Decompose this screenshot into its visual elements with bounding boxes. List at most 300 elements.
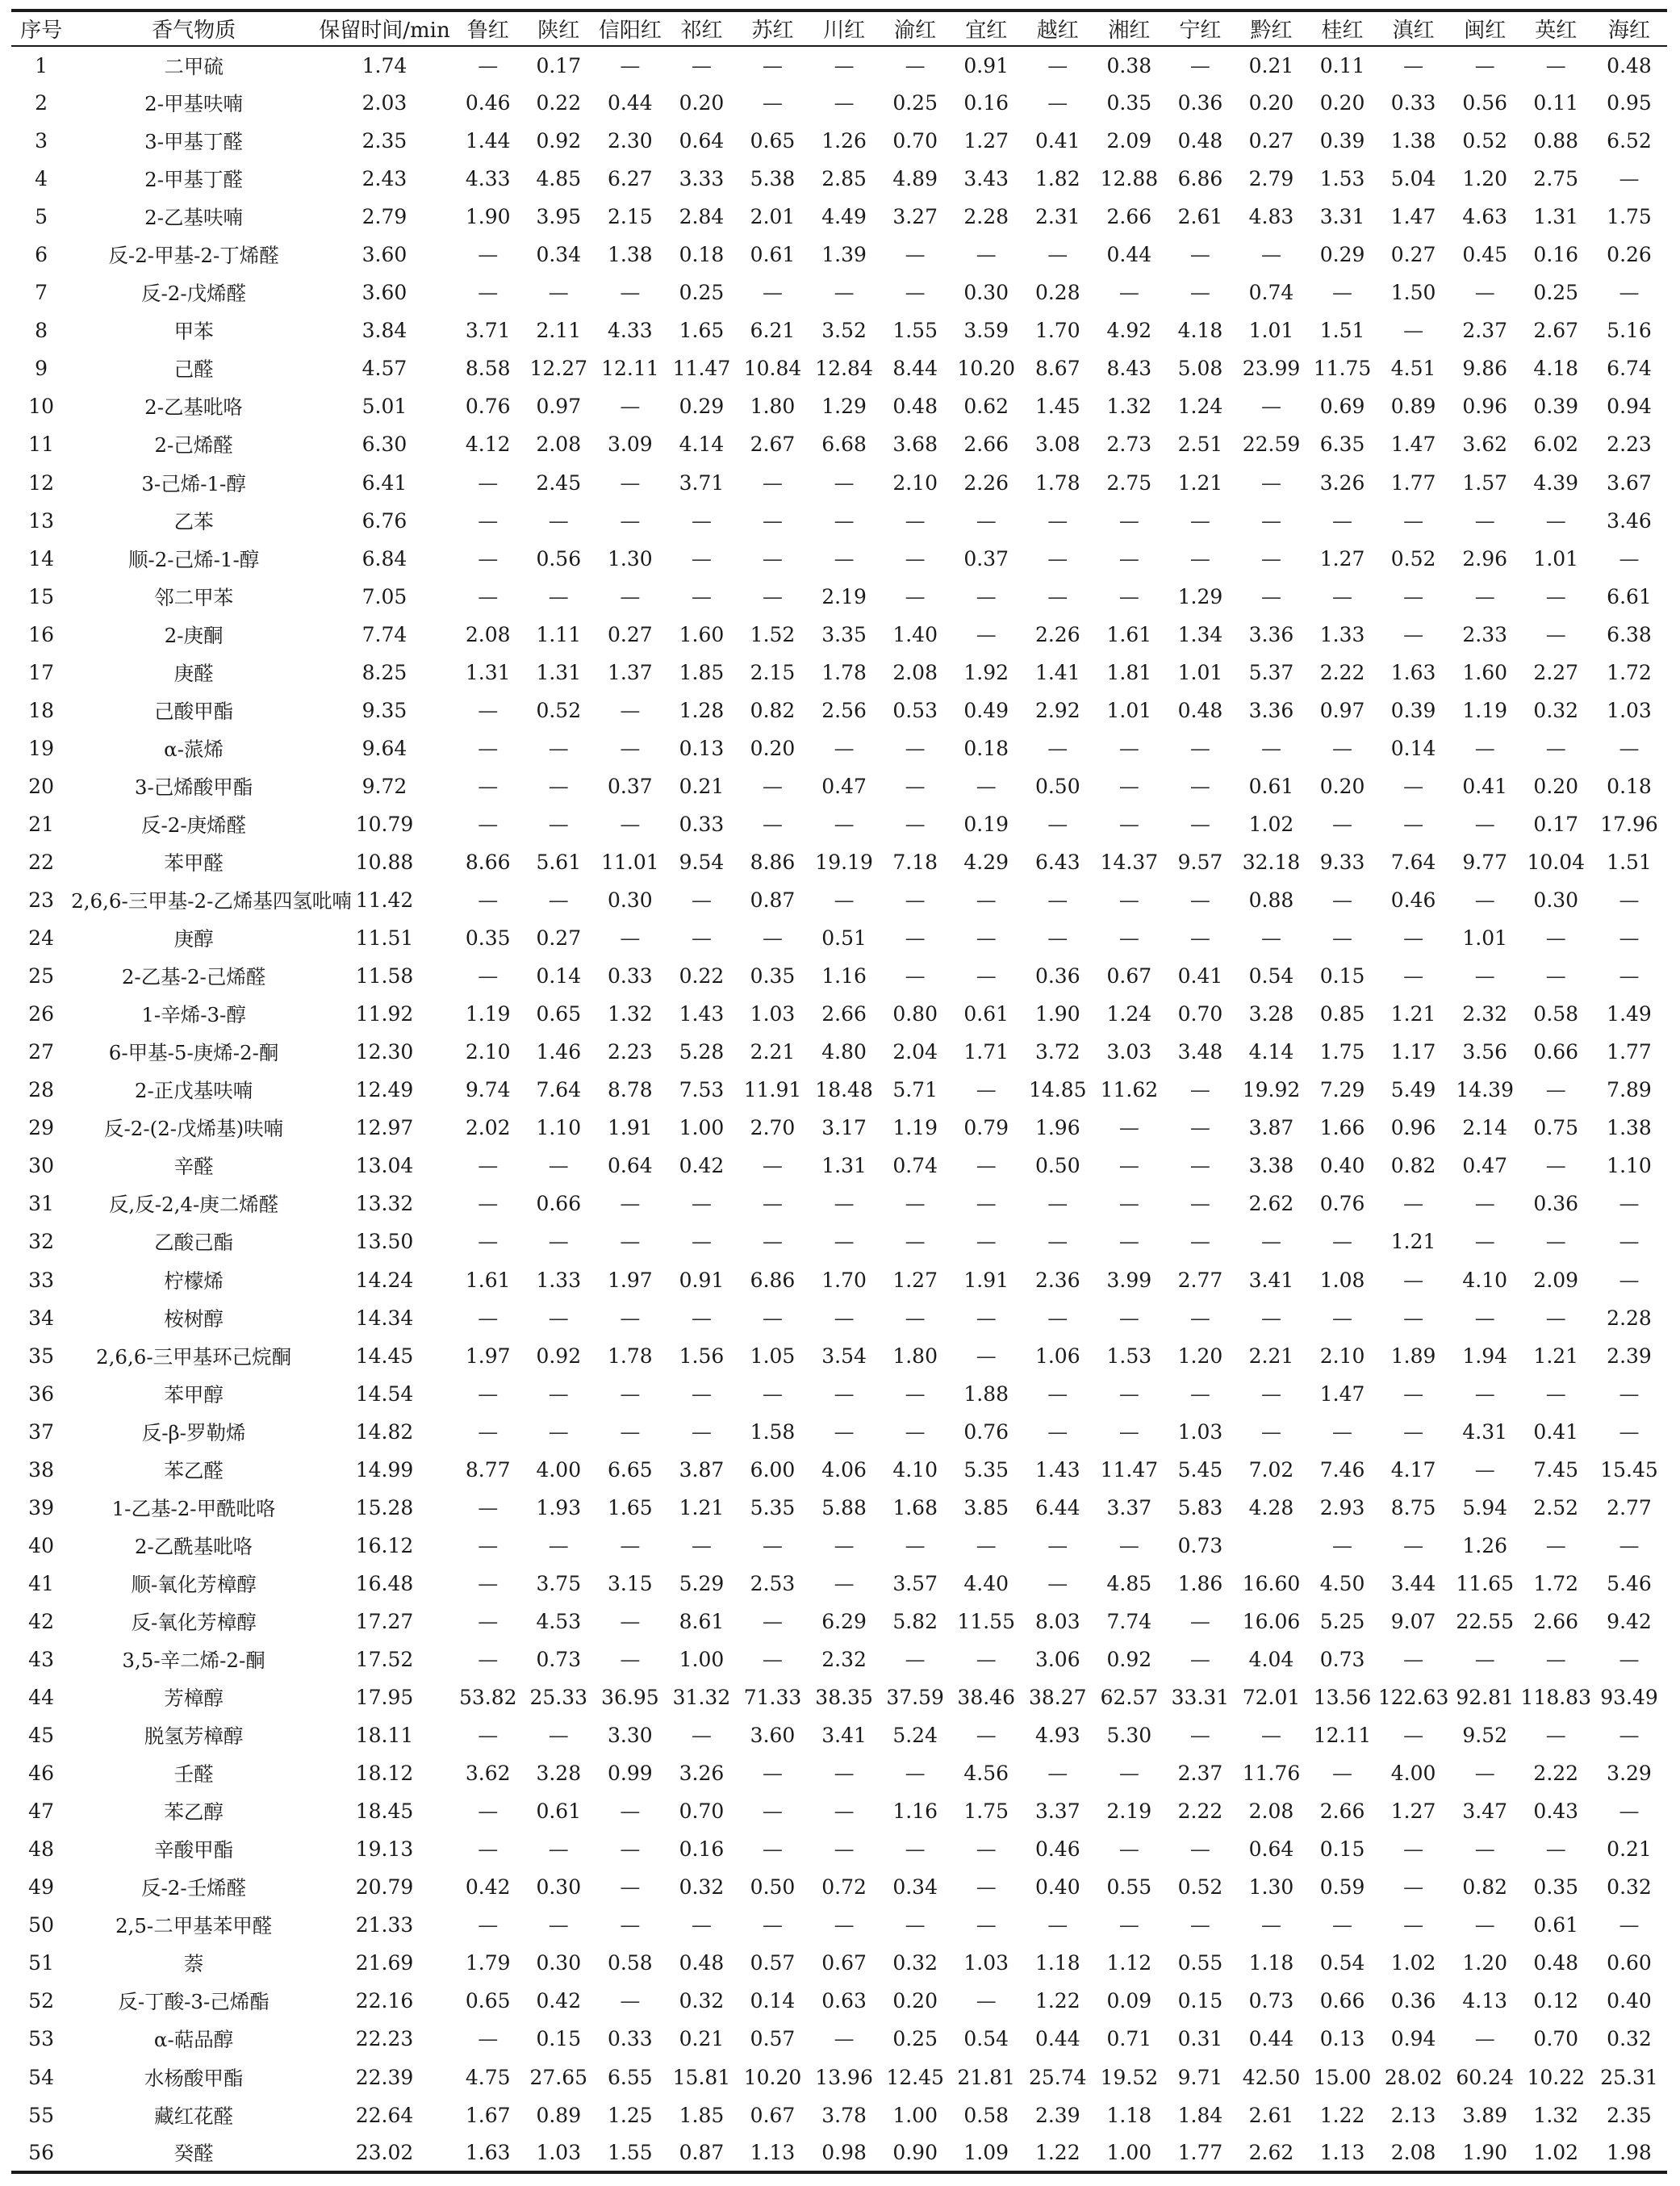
value-cell: 7.64 xyxy=(1390,851,1436,874)
compound-name-cell: 乙苯 xyxy=(173,509,214,533)
value-cell: 1.03 xyxy=(536,2140,582,2164)
retention-time-cell: 15.28 xyxy=(355,1495,414,1519)
value-cell: — xyxy=(478,812,499,836)
value-cell: — xyxy=(691,1913,712,1937)
value-cell: 9.33 xyxy=(1319,851,1365,874)
value-cell: — xyxy=(1545,736,1566,760)
retention-time-cell: 7.05 xyxy=(361,584,407,608)
retention-time-cell: 2.03 xyxy=(361,91,407,115)
value-cell: 2.15 xyxy=(750,660,796,684)
value-cell: — xyxy=(1332,508,1353,533)
value-cell: 0.27 xyxy=(536,926,582,951)
value-cell: 0.30 xyxy=(536,1951,582,1975)
value-cell: 1.30 xyxy=(608,546,653,571)
value-cell: — xyxy=(1332,1762,1353,1786)
value-cell: — xyxy=(1118,812,1139,836)
value-cell: — xyxy=(905,508,926,533)
value-cell: 10.20 xyxy=(957,357,1015,381)
table-row xyxy=(11,1413,1667,1451)
value-cell: — xyxy=(1047,243,1068,267)
value-cell: — xyxy=(1118,1154,1139,1178)
value-cell: — xyxy=(763,1609,783,1633)
value-cell: — xyxy=(905,964,926,989)
index-cell: 28 xyxy=(28,1078,54,1102)
value-cell: — xyxy=(1118,546,1139,571)
value-cell: 0.71 xyxy=(1106,2027,1152,2051)
value-cell: 1.10 xyxy=(536,1116,582,1140)
value-cell: — xyxy=(1332,281,1353,305)
value-cell: 0.80 xyxy=(892,1002,938,1026)
value-cell: 1.41 xyxy=(1034,660,1080,684)
value-cell: 2.22 xyxy=(1533,1762,1579,1786)
value-cell: 11.91 xyxy=(743,1078,802,1102)
compound-name-cell: 萘 xyxy=(183,1952,204,1976)
index-cell: 10 xyxy=(28,395,54,419)
value-cell: 0.44 xyxy=(608,91,653,115)
table-row xyxy=(11,1375,1667,1413)
value-cell: — xyxy=(1189,243,1210,267)
index-cell: 30 xyxy=(28,1154,54,1178)
value-cell: 9.52 xyxy=(1462,1724,1508,1748)
value-cell: 7.64 xyxy=(536,1078,582,1102)
retention-time-cell: 12.30 xyxy=(355,1040,414,1064)
column-header: 宜红 xyxy=(965,19,1008,43)
index-cell: 36 xyxy=(28,1381,54,1406)
value-cell: 0.73 xyxy=(1248,1989,1294,2013)
value-cell: 0.75 xyxy=(1533,1116,1579,1140)
value-cell: — xyxy=(763,1192,783,1216)
value-cell: 0.14 xyxy=(1390,736,1436,760)
value-cell: 9.71 xyxy=(1177,2065,1223,2089)
column-header: 渝红 xyxy=(894,19,937,43)
value-cell: 0.63 xyxy=(821,1989,867,2013)
value-cell: — xyxy=(1545,1533,1566,1557)
value-cell: 1.85 xyxy=(679,660,725,684)
value-cell: 0.18 xyxy=(679,243,725,267)
value-cell: — xyxy=(834,470,855,495)
value-cell: 5.71 xyxy=(892,1078,938,1102)
value-cell: 0.25 xyxy=(892,2027,938,2051)
value-cell: 60.24 xyxy=(1456,2065,1514,2089)
value-cell: 13.96 xyxy=(815,2065,873,2089)
value-cell: 33.31 xyxy=(1171,1686,1230,1710)
value-cell: 1.66 xyxy=(1319,1116,1365,1140)
value-cell: — xyxy=(1545,1230,1566,1254)
value-cell: — xyxy=(976,1230,997,1254)
value-cell: 5.35 xyxy=(750,1495,796,1519)
value-cell: 1.27 xyxy=(1319,546,1365,571)
value-cell: 0.32 xyxy=(1607,2027,1652,2051)
value-cell: — xyxy=(1332,926,1353,951)
value-cell: 6.68 xyxy=(821,433,867,457)
table-row xyxy=(11,502,1667,540)
value-cell: 0.29 xyxy=(679,395,725,419)
value-cell: 1.49 xyxy=(1607,1002,1652,1026)
value-cell: 8.61 xyxy=(679,1609,725,1633)
value-cell: 0.48 xyxy=(892,395,938,419)
value-cell: — xyxy=(620,281,641,305)
value-cell: — xyxy=(548,812,569,836)
value-cell: 1.21 xyxy=(1390,1002,1436,1026)
value-cell: 1.16 xyxy=(892,1799,938,1824)
value-cell: — xyxy=(478,1609,499,1633)
value-cell: 10.04 xyxy=(1527,851,1586,874)
value-cell: 1.01 xyxy=(1533,546,1579,571)
value-cell: 0.61 xyxy=(963,1002,1009,1026)
value-cell: 23.99 xyxy=(1242,357,1301,381)
value-cell: 0.31 xyxy=(1177,2027,1223,2051)
value-cell: — xyxy=(1047,508,1068,533)
value-cell: — xyxy=(1118,1837,1139,1862)
index-cell: 44 xyxy=(28,1686,54,1710)
value-cell: — xyxy=(1047,584,1068,608)
value-cell: — xyxy=(1403,1533,1424,1557)
value-cell: 0.20 xyxy=(892,1989,938,2013)
value-cell: — xyxy=(1189,926,1210,951)
value-cell: 14.37 xyxy=(1100,851,1159,874)
value-cell: — xyxy=(548,774,569,798)
value-cell: 4.12 xyxy=(465,433,511,457)
value-cell: — xyxy=(976,584,997,608)
value-cell: — xyxy=(1047,1192,1068,1216)
value-cell: — xyxy=(905,1381,926,1406)
value-cell: — xyxy=(548,584,569,608)
table-row xyxy=(11,2020,1667,2058)
value-cell: 1.80 xyxy=(892,1344,938,1368)
value-cell: 0.33 xyxy=(608,2027,653,2051)
index-cell: 8 xyxy=(35,319,48,343)
value-cell: 2.36 xyxy=(1034,1268,1080,1292)
value-cell: — xyxy=(620,395,641,419)
value-cell: — xyxy=(478,53,499,77)
value-cell: — xyxy=(763,546,783,571)
column-header: 祁红 xyxy=(680,19,723,43)
value-cell: — xyxy=(478,1571,499,1595)
value-cell: 6.52 xyxy=(1607,129,1652,153)
table-row xyxy=(11,1451,1667,1489)
value-cell: — xyxy=(691,1306,712,1330)
value-cell: 0.50 xyxy=(1034,774,1080,798)
value-cell: 0.18 xyxy=(1607,774,1652,798)
value-cell: 7.18 xyxy=(892,851,938,874)
value-cell: 2.26 xyxy=(963,470,1009,495)
value-cell: 8.86 xyxy=(750,851,796,874)
value-cell: 6.29 xyxy=(821,1609,867,1633)
value-cell: — xyxy=(548,1230,569,1254)
value-cell: 9.42 xyxy=(1607,1609,1652,1633)
value-cell: — xyxy=(1047,1230,1068,1254)
value-cell: 3.26 xyxy=(679,1762,725,1786)
value-cell: 1.47 xyxy=(1390,433,1436,457)
retention-time-cell: 5.01 xyxy=(361,395,407,419)
retention-time-cell: 16.48 xyxy=(355,1571,414,1595)
value-cell: 0.58 xyxy=(608,1951,653,1975)
value-cell: 2.93 xyxy=(1319,1495,1365,1519)
value-cell: 1.01 xyxy=(1177,660,1223,684)
value-cell: 4.00 xyxy=(536,1457,582,1482)
value-cell: — xyxy=(834,1571,855,1595)
value-cell: 0.66 xyxy=(1319,1989,1365,2013)
value-cell: 12.11 xyxy=(601,357,659,381)
value-cell: 4.28 xyxy=(1248,1495,1294,1519)
value-cell: — xyxy=(1545,1381,1566,1406)
value-cell: 4.80 xyxy=(821,1040,867,1064)
value-cell: 1.28 xyxy=(679,698,725,722)
value-cell: — xyxy=(1189,1381,1210,1406)
value-cell: 0.25 xyxy=(679,281,725,305)
value-cell: 1.43 xyxy=(1034,1457,1080,1482)
table-row xyxy=(11,1754,1667,1792)
value-cell: 2.13 xyxy=(1390,2103,1436,2127)
value-cell: 2.53 xyxy=(750,1571,796,1595)
value-cell: 1.01 xyxy=(1462,926,1508,951)
table-row xyxy=(11,1489,1667,1527)
value-cell: 0.92 xyxy=(1106,1647,1152,1671)
value-cell: 5.08 xyxy=(1177,357,1223,381)
value-cell: 2.08 xyxy=(1248,1799,1294,1824)
value-cell: 1.75 xyxy=(963,1799,1009,1824)
value-cell: 2.84 xyxy=(679,205,725,229)
value-cell: 1.24 xyxy=(1106,1002,1152,1026)
value-cell: 1.91 xyxy=(963,1268,1009,1292)
value-cell: — xyxy=(620,1533,641,1557)
value-cell: 0.76 xyxy=(1319,1192,1365,1216)
value-cell: 0.20 xyxy=(679,91,725,115)
value-cell: 0.33 xyxy=(1390,91,1436,115)
compound-name-cell: 反-2-庚烯醛 xyxy=(141,813,247,837)
value-cell: — xyxy=(1260,1419,1281,1444)
value-cell: — xyxy=(834,812,855,836)
value-cell: 9.77 xyxy=(1462,851,1508,874)
value-cell: 0.64 xyxy=(1248,1837,1294,1862)
value-cell: 0.41 xyxy=(1462,774,1508,798)
value-cell: 2.62 xyxy=(1248,1192,1294,1216)
value-cell: 0.32 xyxy=(679,1989,725,2013)
value-cell: — xyxy=(1118,1192,1139,1216)
table-row xyxy=(11,654,1667,692)
value-cell: — xyxy=(1118,508,1139,533)
value-cell: 0.66 xyxy=(1533,1040,1579,1064)
value-cell: 2.67 xyxy=(1533,319,1579,343)
value-cell: 1.53 xyxy=(1106,1344,1152,1368)
table-row xyxy=(11,1033,1667,1071)
value-cell: — xyxy=(1403,926,1424,951)
value-cell: — xyxy=(1619,1799,1640,1824)
index-cell: 43 xyxy=(28,1647,54,1671)
value-cell: — xyxy=(1403,1192,1424,1216)
value-cell: 6.55 xyxy=(608,2065,653,2089)
value-cell: 0.35 xyxy=(750,964,796,989)
value-cell: — xyxy=(1189,508,1210,533)
value-cell: — xyxy=(976,1989,997,2013)
value-cell: — xyxy=(976,964,997,989)
value-cell: 0.48 xyxy=(1177,129,1223,153)
value-cell: 37.59 xyxy=(886,1686,944,1710)
value-cell: — xyxy=(1047,812,1068,836)
value-cell: 42.50 xyxy=(1242,2065,1301,2089)
value-cell: 4.85 xyxy=(536,167,582,191)
table-row xyxy=(11,425,1667,463)
value-cell: 0.92 xyxy=(536,1344,582,1368)
value-cell: — xyxy=(905,736,926,760)
value-cell: 0.44 xyxy=(1248,2027,1294,2051)
retention-time-cell: 7.74 xyxy=(361,622,407,646)
index-cell: 3 xyxy=(35,129,48,153)
index-cell: 39 xyxy=(28,1495,54,1519)
value-cell: 7.53 xyxy=(679,1078,725,1102)
table-row xyxy=(11,274,1667,311)
value-cell: 1.21 xyxy=(679,1495,725,1519)
table-row xyxy=(11,1109,1667,1147)
value-cell: 19.92 xyxy=(1242,1078,1301,1102)
value-cell: 2.08 xyxy=(465,622,511,646)
value-cell: — xyxy=(478,698,499,722)
value-cell: — xyxy=(478,1306,499,1330)
value-cell: 38.46 xyxy=(957,1686,1015,1710)
value-cell: 2.10 xyxy=(465,1040,511,1064)
value-cell: 4.10 xyxy=(1462,1268,1508,1292)
value-cell: 0.22 xyxy=(536,91,582,115)
index-cell: 9 xyxy=(35,357,48,381)
value-cell: 8.66 xyxy=(465,851,511,874)
value-cell: 2.66 xyxy=(1319,1799,1365,1824)
index-cell: 16 xyxy=(28,622,54,646)
value-cell: 25.74 xyxy=(1029,2065,1087,2089)
value-cell: 0.96 xyxy=(1390,1116,1436,1140)
compound-name-cell: 反-2-甲基-2-丁烯醛 xyxy=(108,244,279,268)
value-cell: 0.95 xyxy=(1607,91,1652,115)
value-cell: 1.90 xyxy=(465,205,511,229)
value-cell: 3.08 xyxy=(1034,433,1080,457)
value-cell: — xyxy=(620,1419,641,1444)
value-cell: 8.44 xyxy=(892,357,938,381)
value-cell: 1.75 xyxy=(1607,205,1652,229)
value-cell: — xyxy=(1047,1913,1068,1937)
value-cell: — xyxy=(763,1306,783,1330)
value-cell: 0.22 xyxy=(679,964,725,989)
value-cell: 1.63 xyxy=(1390,660,1436,684)
table-row xyxy=(11,1147,1667,1185)
index-cell: 42 xyxy=(28,1609,54,1633)
value-cell: — xyxy=(1403,1647,1424,1671)
compound-name-cell: 反-2-(2-戊烯基)呋喃 xyxy=(104,1117,284,1141)
value-cell: — xyxy=(1260,584,1281,608)
value-cell: — xyxy=(1047,1762,1068,1786)
value-cell: 1.58 xyxy=(750,1419,796,1444)
value-cell: — xyxy=(478,1837,499,1862)
value-cell xyxy=(1235,1527,1307,1565)
value-cell: 2.70 xyxy=(750,1116,796,1140)
value-cell: — xyxy=(1403,319,1424,343)
value-cell: 2.11 xyxy=(536,319,582,343)
value-cell: — xyxy=(478,888,499,913)
value-cell: 1.22 xyxy=(1319,2103,1365,2127)
value-cell: — xyxy=(620,1381,641,1406)
value-cell: 4.75 xyxy=(465,2065,511,2089)
value-cell: 5.88 xyxy=(821,1495,867,1519)
value-cell: 0.48 xyxy=(1607,53,1652,77)
value-cell: 0.44 xyxy=(1106,243,1152,267)
value-cell: 1.43 xyxy=(679,1002,725,1026)
value-cell: — xyxy=(1619,888,1640,913)
value-cell: 1.52 xyxy=(750,622,796,646)
value-cell: 4.40 xyxy=(963,1571,1009,1595)
value-cell: 27.65 xyxy=(529,2065,588,2089)
value-cell: 1.79 xyxy=(465,1951,511,1975)
value-cell: — xyxy=(1545,1306,1566,1330)
value-cell: — xyxy=(1189,1647,1210,1671)
compound-name-cell: 2-乙基吡咯 xyxy=(144,395,244,420)
value-cell: — xyxy=(1403,812,1424,836)
value-cell: — xyxy=(691,1533,712,1557)
value-cell: 0.30 xyxy=(1533,888,1579,913)
value-cell: 1.60 xyxy=(679,622,725,646)
value-cell: 6.44 xyxy=(1034,1495,1080,1519)
value-cell: 0.98 xyxy=(821,2140,867,2164)
value-cell: — xyxy=(1403,1419,1424,1444)
retention-time-cell: 14.24 xyxy=(355,1268,414,1292)
compound-name-cell: 2-己烯醛 xyxy=(154,433,233,458)
table-row xyxy=(11,1830,1667,1868)
value-cell: — xyxy=(763,584,783,608)
table-row xyxy=(11,311,1667,349)
value-cell: — xyxy=(1403,774,1424,798)
value-cell: 16.60 xyxy=(1242,1571,1301,1595)
table-row xyxy=(11,1603,1667,1641)
value-cell: 71.33 xyxy=(743,1686,802,1710)
table-row xyxy=(11,2058,1667,2096)
value-cell: — xyxy=(1260,1913,1281,1937)
value-cell: 3.30 xyxy=(608,1724,653,1748)
index-cell: 19 xyxy=(28,736,54,760)
value-cell: — xyxy=(976,508,997,533)
value-cell: 1.33 xyxy=(1319,622,1365,646)
index-cell: 22 xyxy=(28,851,54,874)
value-cell: — xyxy=(834,736,855,760)
value-cell: 32.18 xyxy=(1242,851,1301,874)
value-cell: 0.66 xyxy=(536,1192,582,1216)
value-cell: 0.52 xyxy=(1390,546,1436,571)
index-cell: 15 xyxy=(28,584,54,608)
value-cell: 4.63 xyxy=(1462,205,1508,229)
value-cell: 1.12 xyxy=(1106,1951,1152,1975)
value-cell: — xyxy=(1332,1419,1353,1444)
value-cell: 1.03 xyxy=(1177,1419,1223,1444)
value-cell: 0.70 xyxy=(679,1799,725,1824)
value-cell: — xyxy=(1403,508,1424,533)
value-cell: 2.37 xyxy=(1462,319,1508,343)
column-header: 香气物质 xyxy=(152,19,236,43)
value-cell: 3.71 xyxy=(465,319,511,343)
value-cell: 0.92 xyxy=(536,129,582,153)
value-cell: — xyxy=(478,281,499,305)
value-cell: 0.54 xyxy=(1248,964,1294,989)
value-cell: — xyxy=(548,508,569,533)
value-cell: 0.58 xyxy=(1533,1002,1579,1026)
value-cell: 0.32 xyxy=(892,1951,938,1975)
value-cell: 2.23 xyxy=(1607,433,1652,457)
value-cell: 3.75 xyxy=(536,1571,582,1595)
value-cell: 14.39 xyxy=(1456,1078,1514,1102)
value-cell: 0.60 xyxy=(1607,1951,1652,1975)
value-cell: 17.96 xyxy=(1600,812,1658,836)
value-cell: 4.31 xyxy=(1462,1419,1508,1444)
value-cell: 0.12 xyxy=(1533,1989,1579,2013)
compound-name-cell: 脱氢芳樟醇 xyxy=(144,1724,244,1749)
value-cell: — xyxy=(1619,1724,1640,1748)
value-cell: 2.61 xyxy=(1177,205,1223,229)
value-cell: 3.29 xyxy=(1607,1762,1652,1786)
